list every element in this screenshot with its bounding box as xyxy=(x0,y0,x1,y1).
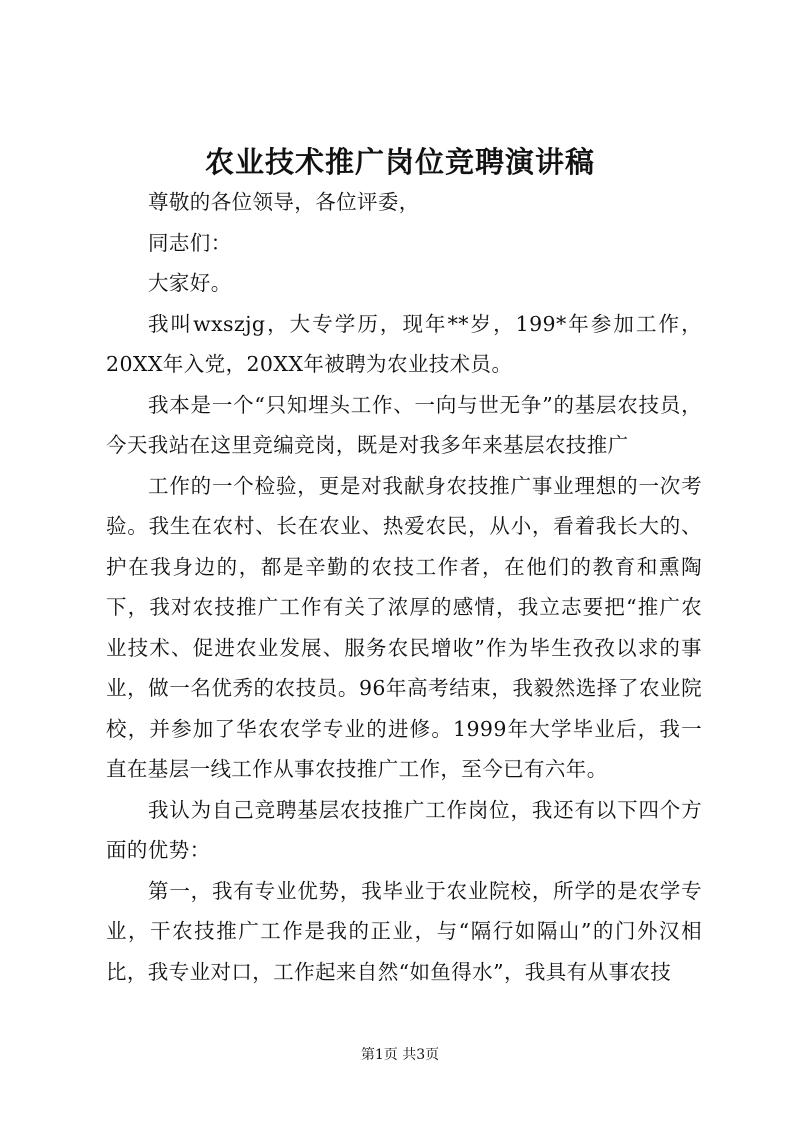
paragraph-background: 我本是一个“只知埋头工作、一向与世无争”的基层农技员，今天我站在这里竞编竞岗，既是对我多年来基层农技推广 xyxy=(106,392,702,457)
document-title: 农业技术推广岗位竞聘演讲稿 xyxy=(204,145,595,179)
paragraph-motivation: 工作的一个检验，更是对我献身农技推广事业理想的一次考验。我生在农村、长在农业、热爱农民，从小，看着我长大的、护在我身边的，都是辛勤的农技工作者，在他们的教育和熏陶下，我对农技推广工作有关了浓厚的感情，我立志要把“推广农业技术、促进农业发展、服务农民增收”作为毕生孜孜以求的事业，做一名优秀的农技员。96年高考结束，我毅然选择了农业院校，并参加了华农农学专业的进修。1999年大学毕业后，我一直在基层一线工作从事农技推广工作，至今已有六年。 xyxy=(106,473,702,781)
page-number-footer: 第1页 共3页 xyxy=(360,1047,440,1063)
paragraph-greeting: 大家好。 xyxy=(148,271,232,295)
paragraph-salutation: 尊敬的各位领导，各位评委， xyxy=(148,190,420,214)
paragraph-advantages-intro: 我认为自己竞聘基层农技推广工作岗位，我还有以下四个方面的优势： xyxy=(106,797,702,862)
document-body xyxy=(106,182,702,992)
paragraph-introduction: 我叫wxszjg，大专学历，现年**岁，199*年参加工作，20XX年入党，20XX年被聘为农业技术员。 xyxy=(106,311,702,376)
paragraph-comrades: 同志们： xyxy=(148,230,232,255)
paragraph-advantage-one: 第一，我有专业优势，我毕业于农业院校，所学的是农学专业，干农技推广工作是我的正业，与“隔行如隔山”的门外汉相比，我专业对口，工作起来自然“如鱼得水”，我具有从事农技 xyxy=(106,878,702,984)
